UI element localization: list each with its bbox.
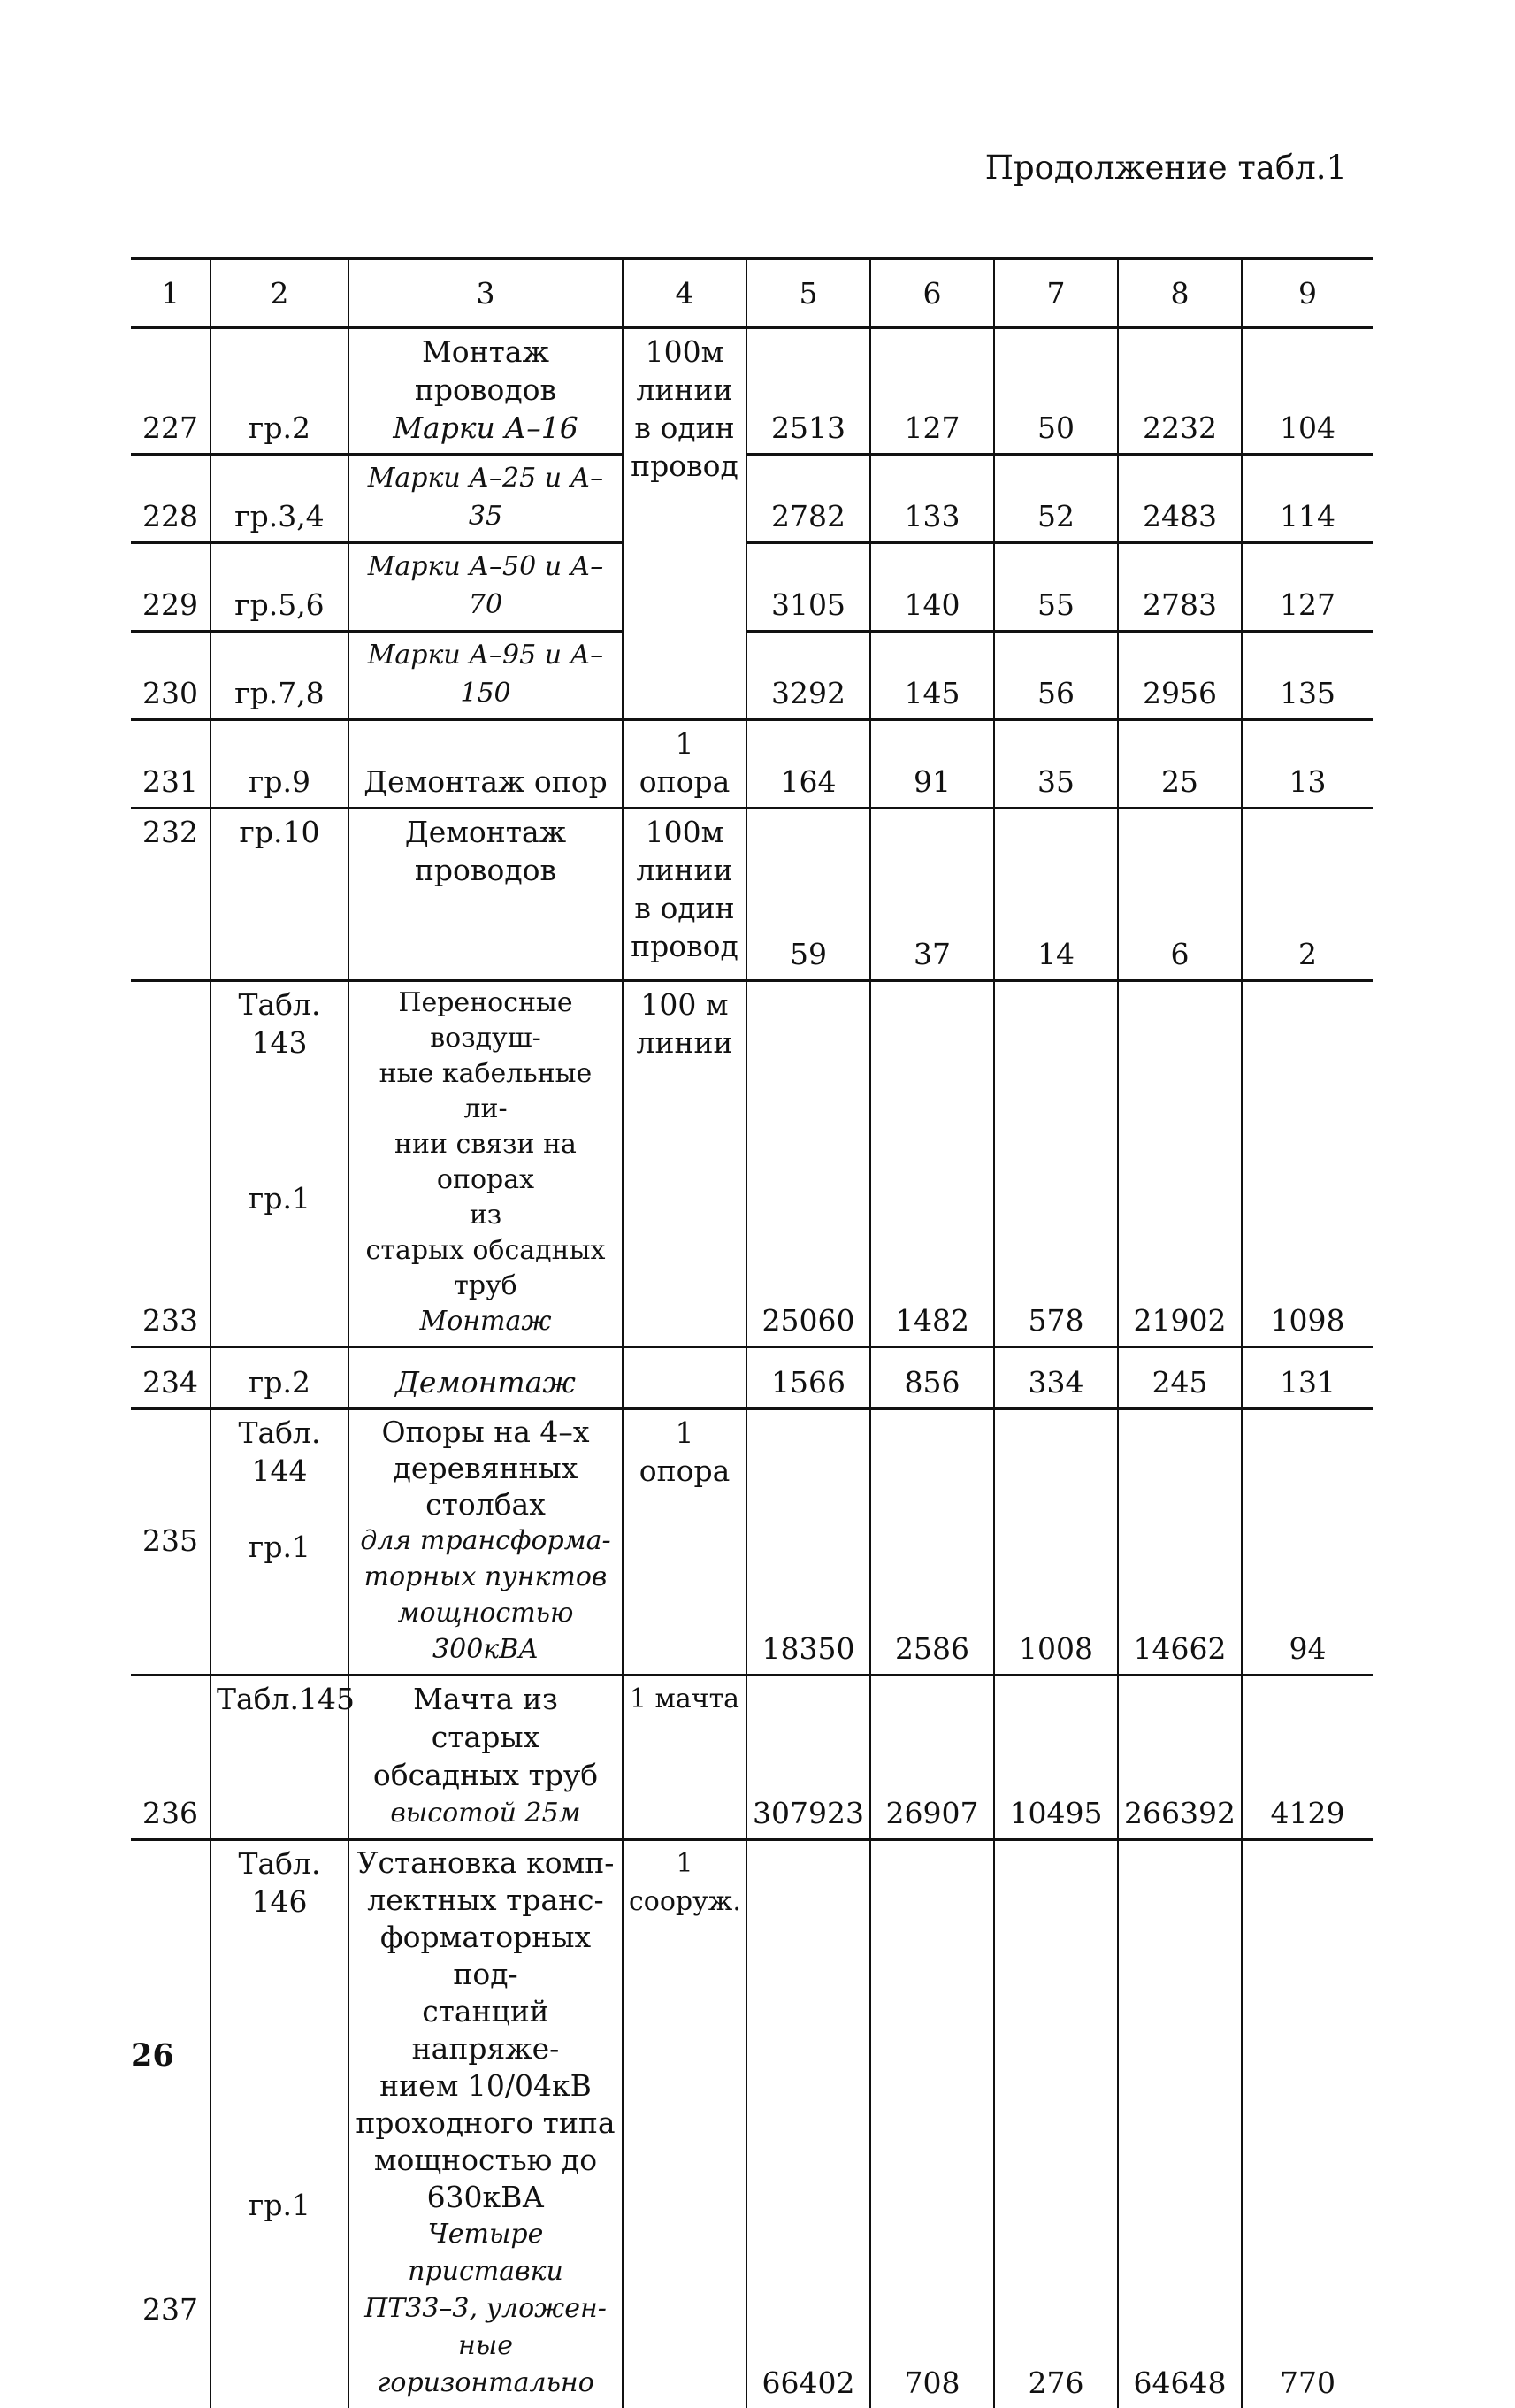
unit-line: линии [629,851,740,889]
row-number: 233 [131,981,210,1347]
row-number: 230 [131,632,210,720]
value-cell: 2586 [870,1409,994,1676]
description-line: ные горизонтально [355,2327,616,2402]
unit-cell [623,1347,746,1409]
data-table [131,257,1373,2408]
table-row [131,455,1373,543]
row-number: 228 [131,455,210,543]
header-cell: 9 [1242,258,1373,327]
description-line: Четыре приставки [355,2216,616,2290]
value-cell: 37 [870,809,994,981]
table-ref: Табл. 146 [217,1844,342,1921]
value-cell: 26907 [870,1676,994,1840]
description-line: деревянных [355,1450,616,1486]
value-cell: 140 [870,543,994,632]
unit-line: линии [629,1024,740,1062]
description-line: старых обсадных труб [355,1233,616,1304]
group-cell: гр.5,6 [210,543,348,632]
group-cell: гр.9 [210,720,348,809]
table-row [131,1676,1373,1840]
value-cell: 3105 [746,543,870,632]
value-cell: 2 [1242,809,1373,981]
value-cell: 2513 [746,327,870,455]
description-cell: Демонтаж [348,1347,623,1409]
group-cell [210,981,348,1347]
description-line: Установка комп- [355,1844,616,1882]
group-label: гр.1 [217,1179,342,1217]
description-line: высотой 25м [355,1794,616,1832]
description-line: ные кабельные ли- [355,1056,616,1127]
table-row [131,327,1373,455]
description-line: Опоры на 4–х [355,1414,616,1450]
unit-cell: 1 опора [623,720,746,809]
value-cell: 1566 [746,1347,870,1409]
header-cell: 5 [746,258,870,327]
description-line: проходного типа [355,2105,616,2142]
description-cell [348,809,623,981]
value-cell: 4129 [1242,1676,1373,1840]
value-cell: 55 [994,543,1118,632]
row-number: 232 [131,809,210,981]
value-cell: 14662 [1118,1409,1242,1676]
value-cell: 3292 [746,632,870,720]
value-cell: 276 [994,1840,1118,2408]
value-cell: 21902 [1118,981,1242,1347]
unit-line: 100м [629,333,740,371]
description-line: Монтаж [355,1304,616,1339]
value-cell: 59 [746,809,870,981]
header-cell: 1 [131,258,210,327]
unit-line: провод [629,927,740,965]
value-cell: 307923 [746,1676,870,1840]
table-row [131,632,1373,720]
description-line: Мачта из старых [355,1680,616,1756]
value-cell: 91 [870,720,994,809]
description-line: столбах [355,1486,616,1522]
header-cell: 4 [623,258,746,327]
description-line: лектных транс- [355,1882,616,1919]
description-line: форматорных под- [355,1919,616,1993]
description-cell [348,1840,623,2408]
value-cell: 6 [1118,809,1242,981]
header-row [131,258,1373,327]
value-cell: 2956 [1118,632,1242,720]
description-cell: Марки А–50 и А–70 [348,543,623,632]
value-cell: 2782 [746,455,870,543]
unit-line: в один [629,409,740,447]
row-number: 236 [131,1676,210,1840]
row-number: 231 [131,720,210,809]
description-line: 630кВА [355,2179,616,2216]
row-number: 237 [131,1840,210,2408]
value-cell: 770 [1242,1840,1373,2408]
value-cell: 56 [994,632,1118,720]
value-cell: 135 [1242,632,1373,720]
value-cell: 1098 [1242,981,1373,1347]
unit-line: линии [629,371,740,409]
row-number: 227 [131,327,210,455]
row-number: 234 [131,1347,210,1409]
table-row [131,720,1373,809]
table-row [131,1409,1373,1676]
value-cell: 856 [870,1347,994,1409]
table-caption: Продолжение табл.1 [985,149,1347,187]
description-line: нии связи на опорах [355,1127,616,1198]
description-line: Монтаж проводов [355,333,616,409]
group-cell: гр.3,4 [210,455,348,543]
group-cell: гр.7,8 [210,632,348,720]
value-cell: 13 [1242,720,1373,809]
description-cell: Марки А–25 и А–35 [348,455,623,543]
group-cell [210,1840,348,2408]
unit-line: 100 м [629,985,740,1024]
unit-cell [623,327,746,720]
value-cell: 104 [1242,327,1373,455]
value-cell: 133 [870,455,994,543]
value-cell: 127 [1242,543,1373,632]
description-cell [348,981,623,1347]
value-cell: 1482 [870,981,994,1347]
table-row [131,1840,1373,2408]
row-number: 229 [131,543,210,632]
description-line: Переносные воздуш- [355,985,616,1056]
value-cell: 18350 [746,1409,870,1676]
description-line: Марки А–16 [355,409,616,447]
value-cell: 145 [870,632,994,720]
value-cell: 131 [1242,1347,1373,1409]
value-cell: 164 [746,720,870,809]
description-cell: Демонтаж опор [348,720,623,809]
header-cell: 2 [210,258,348,327]
unit-cell: 1 опора [623,1409,746,1676]
value-cell: 14 [994,809,1118,981]
description-line: обсадных труб [355,1756,616,1794]
value-cell: 708 [870,1840,994,2408]
group-cell [210,1409,348,1676]
value-cell: 245 [1118,1347,1242,1409]
value-cell: 2783 [1118,543,1242,632]
description-cell [348,1409,623,1676]
group-cell: гр.2 [210,1347,348,1409]
unit-line: 100м [629,813,740,851]
description-line: из [355,1198,616,1233]
value-cell: 35 [994,720,1118,809]
group-cell: гр.10 [210,809,348,981]
table-ref: Табл. 143 [217,985,342,1062]
unit-cell: 1 сооруж. [623,1840,746,2408]
table-ref: Табл. 144 [217,1414,342,1490]
description-line: станций напряже- [355,1993,616,2067]
value-cell: 10495 [994,1676,1118,1840]
row-number: 235 [131,1409,210,1676]
unit-cell [623,981,746,1347]
value-cell: 266392 [1118,1676,1242,1840]
description-line: ПТ33–3, уложен- [355,2290,616,2327]
value-cell: 2232 [1118,327,1242,455]
description-line: нием 10/04кВ [355,2067,616,2105]
value-cell: 66402 [746,1840,870,2408]
description-cell [348,1676,623,1840]
table-row [131,981,1373,1347]
group-label: гр.1 [217,1528,342,1566]
value-cell: 64648 [1118,1840,1242,2408]
table-row [131,809,1373,981]
description-line: Демонтаж [355,813,616,851]
group-label: гр.1 [217,2186,342,2224]
unit-line: в один [629,889,740,927]
value-cell: 94 [1242,1409,1373,1676]
description-line: мощностью до [355,2142,616,2179]
header-cell: 3 [348,258,623,327]
description-cell: Марки А–95 и А–150 [348,632,623,720]
table-row [131,1347,1373,1409]
value-cell: 578 [994,981,1118,1347]
value-cell: 25060 [746,981,870,1347]
unit-line: провод [629,447,740,485]
group-cell: гр.2 [210,327,348,455]
table-row [131,543,1373,632]
description-cell [348,327,623,455]
description-line: мощностью 300кВА [355,1595,616,1668]
value-cell: 114 [1242,455,1373,543]
value-cell: 52 [994,455,1118,543]
unit-cell [623,809,746,981]
unit-cell: 1 мачта [623,1676,746,1840]
description-line: для трансформа- [355,1522,616,1559]
value-cell: 50 [994,327,1118,455]
value-cell: 127 [870,327,994,455]
value-cell: 2483 [1118,455,1242,543]
header-cell: 8 [1118,258,1242,327]
description-line: торных пунктов [355,1559,616,1595]
header-cell: 7 [994,258,1118,327]
value-cell: 1008 [994,1409,1118,1676]
group-cell: Табл.145 [210,1676,348,1840]
page-number: 26 [131,2037,174,2074]
description-line: проводов [355,851,616,889]
header-cell: 6 [870,258,994,327]
value-cell: 334 [994,1347,1118,1409]
value-cell: 25 [1118,720,1242,809]
